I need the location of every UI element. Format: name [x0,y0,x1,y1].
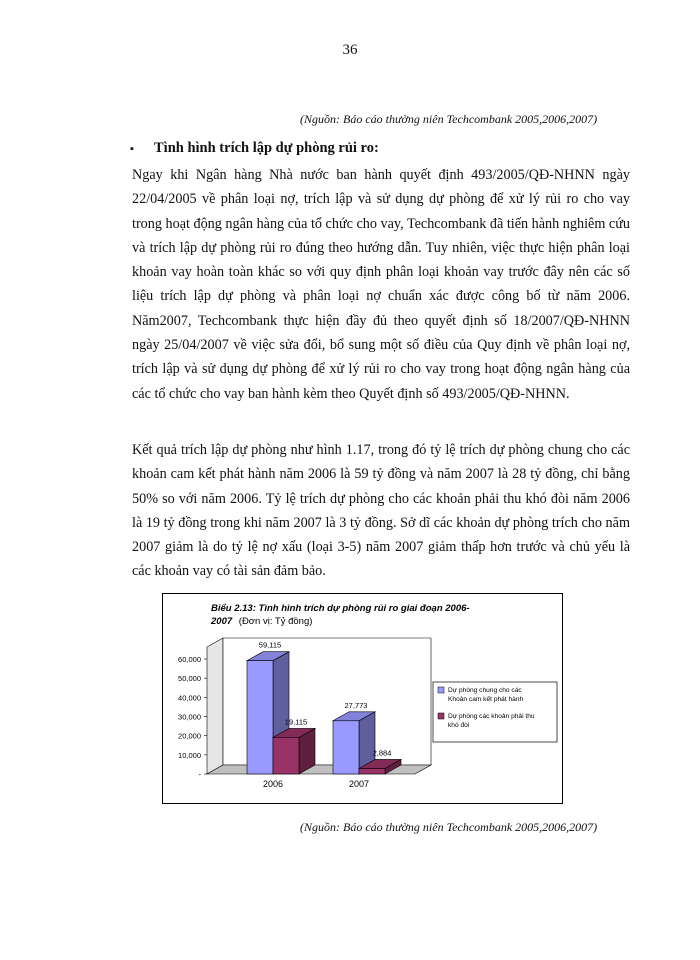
provision-chart [162,593,563,804]
bar-dự-phòng-chung-cho-c-2006 [247,661,273,774]
svg-text:Biểu 2.13: Tình hình trí [211,603,470,614]
y-tick-label: 10,000 [178,750,201,760]
legend-label: Dự phòng chung cho các [448,687,522,694]
source-citation-bottom: (Nguồn: Báo cáo thường niên Techcombank 2005,2006,2007) [300,820,598,834]
chart-side-wall [207,638,223,774]
chart-title-main: Tình hình trích dự phòng rủi ro giai đoạn 2006- [258,603,470,614]
source-citation-top: (Nguồn: Báo cáo thường niên Techcombank 2005,2006,2007) [300,112,598,126]
paragraph-1: Ngay khi Ngân hàng Nhà nước ban hành quyết định 493/2005/QĐ-NHNN ngày 22/04/2005 về phân loại nợ, trích lập và sử dụng dự phòng để xử lý rủi ro cho vay trong hoạt động ngân hàng của tổ chức cho vay, Techcombank đã tiến hành nghiêm cứu và trích lập dự phòng rủi ro đúng theo hướng dẫn. Tuy nhiên, việc thực hiện phân loại khoản vay hoàn toàn khác so với quy định phân loại khoản vay trước đây nên các số liệu trích lập dự phòng và phân loại nợ chuẩn xác được công bố từ năm 2006. Năm2007, Techcombank thực hiện đầy đủ theo quyết định số 18/2007/QĐ-NHNN ngày 25/04/2007 về việc sửa đổi, bổ sung một số điều của Quy định về phân loại nợ, trích lập và sử dụng dự phòng để xử lý rủi ro cho vay trong hoạt động ngân hàng của các tổ chức cho vay ban hành kèm theo Quyết định số 493/2005/QĐ-NHNN. [132,167,630,402]
bar-dự-phòng-các-khoản-p-2007 [359,768,385,774]
bar-dự-phòng-chung-cho-c-2007 [333,721,359,774]
data-label: 59,115 [258,640,282,650]
legend-swatch [438,713,444,719]
data-label: 2,884 [372,748,392,758]
x-tick-label: 2007 [348,779,370,789]
chart-title-year: 2007 [211,616,233,627]
legend-label: khó đòi [448,722,470,729]
y-tick-label: 50,000 [178,674,201,684]
y-tick-label: 60,000 [178,655,201,664]
legend-swatch [438,687,444,693]
y-tick-label: 30,000 [178,712,201,722]
y-tick-label: - [198,770,201,779]
x-tick-label: 2006 [262,779,284,789]
chart-title-prefix: Biểu 2.13: [211,603,256,614]
paragraph-2: Kết quả trích lập dự phòng như hình 1.17, trong đó tỷ lệ trích dự phòng chung cho các khoản cam kết phát hành năm 2006 là 59 tỷ đồng và năm 2007 là 28 tỷ đồng, chỉ bằng 50% so với năm 2006. Tỷ lệ trích dự phòng cho các khoản phải thu khó đòi năm 2006 là 19 tỷ đồng trong khi năm 2007 là 3 tỷ đồng. Sở dĩ các khoản dự phòng trích cho năm 2007 giảm là do tỷ lệ nợ xấu (loại 3-5) năm 2007 giảm thấp hơn trước và chủ yếu là các khoản vay có tài sản đảm bảo. [132,442,630,580]
bar-dự-phòng-các-khoản-p-2006 [273,737,299,774]
legend-label: Dự phòng các khoản phải thu [448,713,535,720]
svg-text:2007 (Đơn vị: Tỷ đồng) [210,616,312,627]
page-number: 36 [342,42,358,58]
provision-chart-svg [163,594,562,803]
legend-label: Khoản cam kết phát hành [448,696,524,703]
y-tick-label: 40,000 [178,693,201,703]
section-heading [130,140,379,157]
bullet-icon: ▪ [130,143,134,155]
data-label: 27,773 [344,700,368,710]
chart-title-unit: (Đơn vị: Tỷ đồng) [238,616,313,627]
y-tick-label: 20,000 [178,731,201,741]
section-heading-text: Tình hình trích lập dự phòng rủi ro: [154,140,379,156]
data-label: 19,115 [284,717,308,727]
